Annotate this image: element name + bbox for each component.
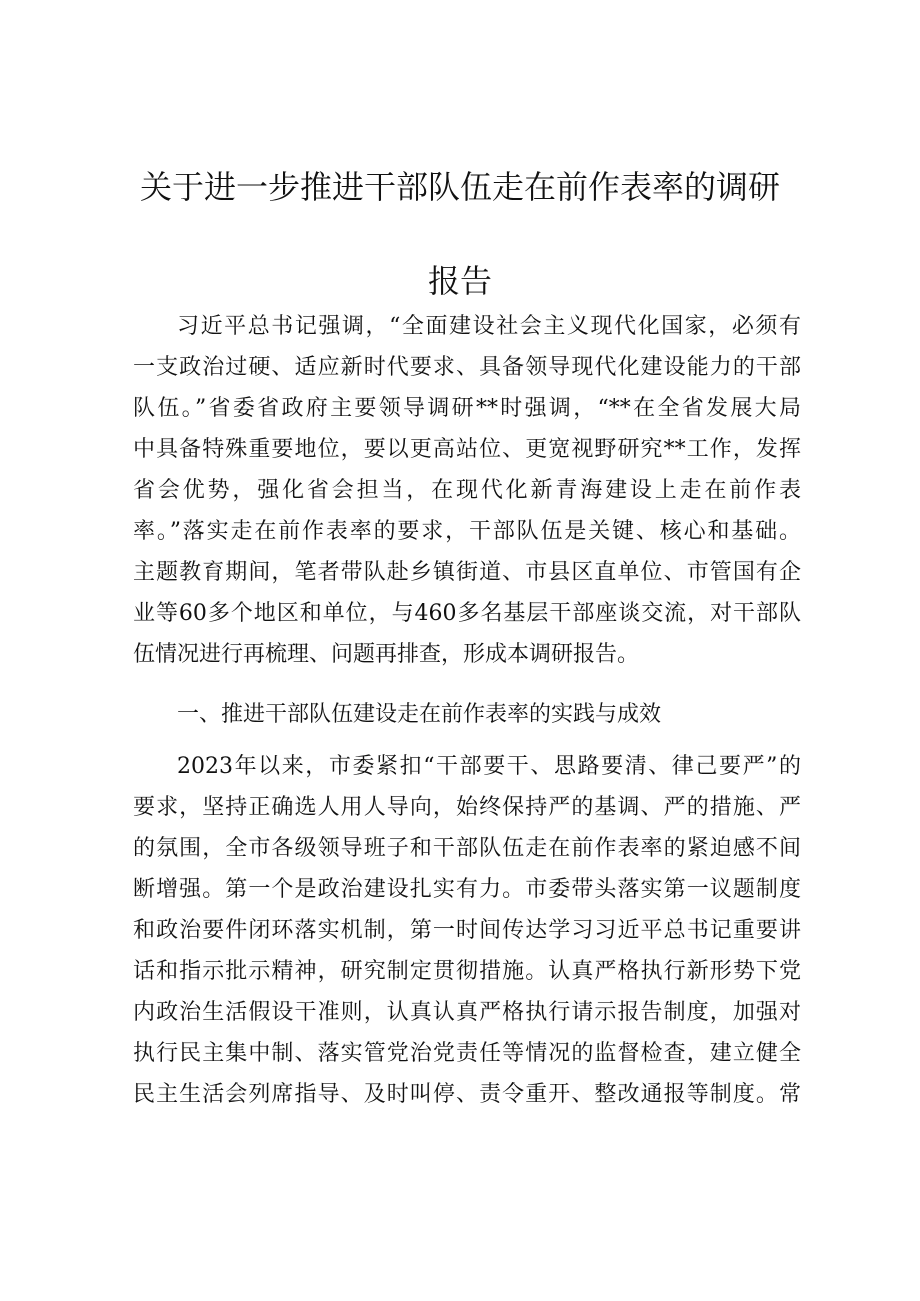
section1-line: 和政治要件闭环落实机制，第一时间传达学习习近平总书记重要讲 xyxy=(133,918,801,943)
document-title-line-2: 报告 xyxy=(427,262,492,300)
intro-line: 一支政治过硬、适应新时代要求、具备领导现代化建设能力的干部 xyxy=(133,355,801,380)
section1-line: 断增强。第一个是政治建设扎实有力。市委带头落实第一议题制度 xyxy=(133,877,801,902)
intro-line: 中具备特殊重要地位，要以更高站位、更宽视野研究**工作，发挥 xyxy=(133,437,801,462)
document-title-line-1: 关于进一步推进干部队伍走在前作表率的调研 xyxy=(139,168,780,206)
section1-line: 内政治生活假设干准则，认真认真严格执行请示报告制度，加强对 xyxy=(133,1000,801,1025)
intro-line: 伍情况进行再梳理、问题再排查，形成本调研报告。 xyxy=(133,642,640,667)
section-heading: 一、推进干部队伍建设走在前作表率的实践与成效 xyxy=(177,702,662,727)
section1-line: 2023年以来，市委紧扣“干部要干、思路要清、律己要严”的 xyxy=(177,754,801,779)
intro-line: 率。”落实走在前作表率的要求，干部队伍是关键、核心和基础。 xyxy=(133,519,801,544)
intro-line: 队伍。”省委省政府主要领导调研**时强调，“**在全省发展大局 xyxy=(133,396,801,421)
intro-line: 业等60多个地区和单位，与460多名基层干部座谈交流，对干部队 xyxy=(133,601,801,626)
intro-line: 习近平总书记强调，“全面建设社会主义现代化国家，必须有 xyxy=(177,314,801,339)
section1-line: 话和指示批示精神，研究制定贯彻措施。认真严格执行新形势下党 xyxy=(133,959,801,984)
intro-line: 省会优势，强化省会担当，在现代化新青海建设上走在前作表 xyxy=(133,478,801,503)
section1-line: 要求，坚持正确选人用人导向，始终保持严的基调、严的措施、严 xyxy=(133,795,801,820)
section1-line: 民主生活会列席指导、及时叫停、责令重开、整改通报等制度。常 xyxy=(133,1082,801,1107)
section1-line: 的氛围，全市各级领导班子和干部队伍走在前作表率的紧迫感不间 xyxy=(133,836,801,861)
intro-line: 主题教育期间，笔者带队赴乡镇街道、市县区直单位、市管国有企 xyxy=(133,560,801,585)
section1-line: 执行民主集中制、落实管党治党责任等情况的监督检查，建立健全 xyxy=(133,1041,801,1066)
